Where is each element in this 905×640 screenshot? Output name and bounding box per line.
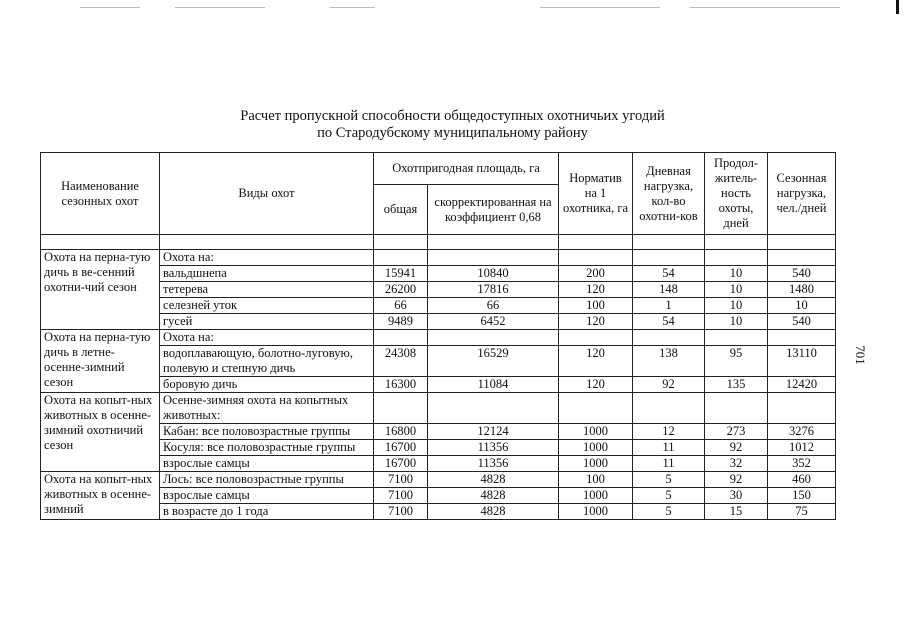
empty-cell [705,250,768,266]
total-cell: 16300 [374,377,428,393]
empty-cell [374,250,428,266]
total-cell: 16800 [374,424,428,440]
dur-cell: 95 [705,346,768,377]
hunt-type-cell: в возрасте до 1 года [160,504,374,520]
group-intro-cell: Охота на: [160,250,374,266]
table-row [41,440,836,456]
total-cell: 26200 [374,282,428,298]
total-cell: 15941 [374,266,428,282]
group-intro-cell: Осенне-зимняя охота на копытных животных: [160,393,374,424]
season-cell: 352 [768,456,836,472]
daily-cell: 138 [633,346,705,377]
norm-cell: 120 [559,282,633,298]
total-cell: 16700 [374,440,428,456]
table-row [41,472,836,488]
dur-cell: 10 [705,298,768,314]
season-cell: 150 [768,488,836,504]
table-row [41,488,836,504]
season-cell: 1480 [768,282,836,298]
hunt-type-cell: взрослые самцы [160,488,374,504]
header-season-load: Сезонная нагрузка, чел./дней [768,153,836,235]
table-row [41,266,836,282]
norm-cell: 200 [559,266,633,282]
group-intro-row [41,250,836,266]
table-row [41,282,836,298]
table-row [41,424,836,440]
group-intro-cell: Охота на: [160,330,374,346]
corr-cell: 4828 [428,504,559,520]
season-name-cell: Охота на перна-тую дичь в ве-сенний охотни-чий сезон [41,250,160,330]
dur-cell: 10 [705,314,768,330]
norm-cell: 120 [559,314,633,330]
header-hunt-types: Виды охот [160,153,374,235]
capacity-table [40,152,836,520]
dur-cell: 30 [705,488,768,504]
empty-cell [374,393,428,424]
norm-cell: 1000 [559,488,633,504]
document-title-line1: Расчет пропускной способности общедоступных охотничьих угодий [240,108,665,124]
dur-cell: 10 [705,266,768,282]
corr-cell: 66 [428,298,559,314]
empty-cell [768,330,836,346]
season-name-cell: Охота на копыт-ных животных в осенне-зимний [41,472,160,520]
group-intro-row [41,330,836,346]
dur-cell: 32 [705,456,768,472]
header-daily-load: Дневная нагрузка, кол-во охотни-ков [633,153,705,235]
dur-cell: 273 [705,424,768,440]
table-row [41,298,836,314]
season-cell: 3276 [768,424,836,440]
norm-cell: 100 [559,472,633,488]
daily-cell: 148 [633,282,705,298]
dur-cell: 10 [705,282,768,298]
season-cell: 10 [768,298,836,314]
total-cell: 66 [374,298,428,314]
empty-cell [374,330,428,346]
daily-cell: 5 [633,504,705,520]
season-cell: 75 [768,504,836,520]
daily-cell: 5 [633,488,705,504]
norm-cell: 1000 [559,504,633,520]
header-area-corrected: скорректированная на коэффициент 0,68 [428,185,559,235]
scan-top-noise [0,0,905,14]
header-season-name: Наименование сезонных охот [41,153,160,235]
corr-cell: 11356 [428,440,559,456]
empty-cell [559,250,633,266]
header-duration: Продол-житель-ность охоты, дней [705,153,768,235]
season-cell: 13110 [768,346,836,377]
daily-cell: 92 [633,377,705,393]
empty-cell [633,393,705,424]
table-row [41,314,836,330]
corr-cell: 6452 [428,314,559,330]
hunt-type-cell: водоплавающую, болотно-луговую, полевую и степную дичь [160,346,374,377]
season-name-cell: Охота на копыт-ных животных в осенне-зимний охотничий сезон [41,393,160,472]
empty-cell [428,330,559,346]
header-norm: Норматив на 1 охотника, га [559,153,633,235]
header-area-group: Охотпригодная площадь, га [374,153,559,185]
daily-cell: 54 [633,314,705,330]
corr-cell: 4828 [428,488,559,504]
corr-cell: 12124 [428,424,559,440]
total-cell: 7100 [374,472,428,488]
season-cell: 460 [768,472,836,488]
total-cell: 7100 [374,504,428,520]
norm-cell: 1000 [559,424,633,440]
empty-cell [633,330,705,346]
total-cell: 24308 [374,346,428,377]
norm-cell: 1000 [559,440,633,456]
empty-cell [428,393,559,424]
total-cell: 7100 [374,488,428,504]
season-name-cell: Охота на перна-тую дичь в летне- осенне-зимний сезон [41,330,160,393]
season-cell: 540 [768,266,836,282]
group-intro-row [41,393,836,424]
hunt-type-cell: боровую дичь [160,377,374,393]
daily-cell: 12 [633,424,705,440]
daily-cell: 11 [633,456,705,472]
season-cell: 12420 [768,377,836,393]
norm-cell: 120 [559,377,633,393]
empty-cell [705,330,768,346]
hunt-type-cell: тетерева [160,282,374,298]
hunt-type-cell: селезней уток [160,298,374,314]
dur-cell: 15 [705,504,768,520]
corr-cell: 10840 [428,266,559,282]
daily-cell: 5 [633,472,705,488]
corr-cell: 11084 [428,377,559,393]
daily-cell: 54 [633,266,705,282]
table-row [41,346,836,377]
hunt-type-cell: Косуля: все половозрастные группы [160,440,374,456]
hunt-type-cell: вальдшнепа [160,266,374,282]
empty-cell [705,393,768,424]
table-row [41,377,836,393]
hunt-type-cell: Лось: все половозрастные группы [160,472,374,488]
empty-cell [559,330,633,346]
scan-edge-mark [896,0,899,14]
norm-cell: 100 [559,298,633,314]
page-number: 701 [853,345,868,365]
empty-cell [633,250,705,266]
empty-cell [428,250,559,266]
hunt-type-cell: гусей [160,314,374,330]
corr-cell: 16529 [428,346,559,377]
hunt-type-cell: взрослые самцы [160,456,374,472]
header-area-total: общая [374,185,428,235]
corr-cell: 4828 [428,472,559,488]
table-row [41,456,836,472]
season-cell: 540 [768,314,836,330]
empty-cell [559,393,633,424]
dur-cell: 135 [705,377,768,393]
document-title-line2: по Стародубскому муниципальному району [317,125,588,141]
season-cell: 1012 [768,440,836,456]
empty-cell [768,250,836,266]
total-cell: 9489 [374,314,428,330]
corr-cell: 17816 [428,282,559,298]
total-cell: 16700 [374,456,428,472]
norm-cell: 1000 [559,456,633,472]
hunt-type-cell: Кабан: все половозрастные группы [160,424,374,440]
empty-cell [768,393,836,424]
daily-cell: 11 [633,440,705,456]
table-row [41,504,836,520]
corr-cell: 11356 [428,456,559,472]
dur-cell: 92 [705,440,768,456]
dur-cell: 92 [705,472,768,488]
daily-cell: 1 [633,298,705,314]
table-spacer-row [41,235,836,250]
norm-cell: 120 [559,346,633,377]
